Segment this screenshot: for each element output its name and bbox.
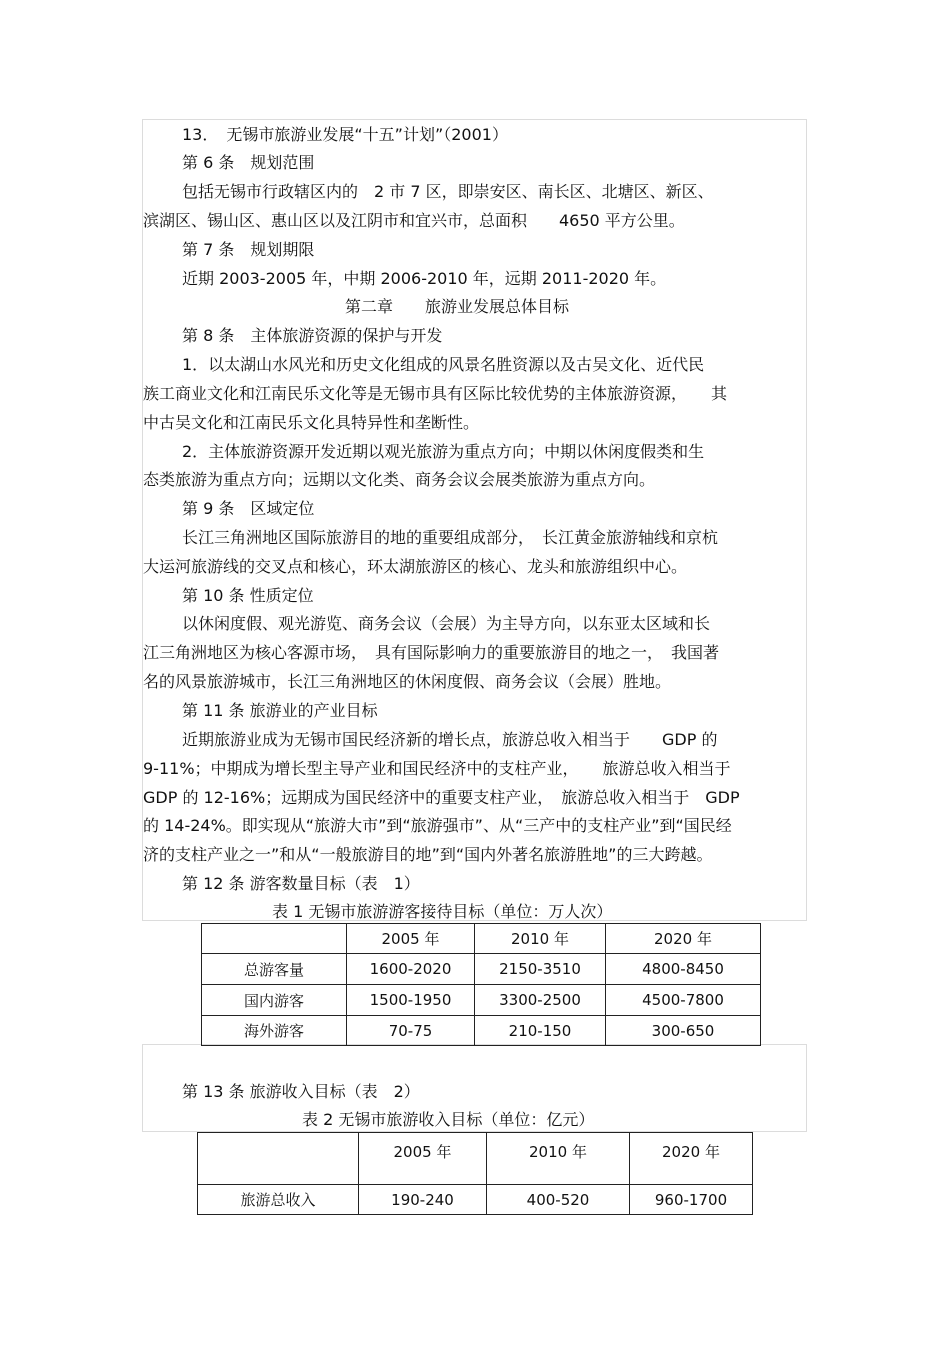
paragraph-line: 态类旅游为重点方向；远期以文化类、商务会议会展类旅游为重点方向。 <box>143 470 656 489</box>
paragraph-line: 济的支柱产业之一”和从“一般旅游目的地”到“国内外著名旅游胜地”的三大跨越。 <box>143 845 713 864</box>
article-8-heading: 第 8 条 主体旅游资源的保护与开发 <box>182 326 443 345</box>
plan-title: 13． 无锡市旅游业发展“十五”计划”（2001） <box>182 125 508 144</box>
table-row <box>202 985 761 1016</box>
table-cell: 210-150 <box>475 1016 606 1046</box>
paragraph-line: 1．以太湖山水风光和历史文化组成的风景名胜资源以及古吴文化、近代民 <box>182 355 705 374</box>
table-header-cell: 2020 年 <box>606 924 761 954</box>
paragraph-line: 长江三角洲地区国际旅游目的地的重要组成部分， 长江黄金旅游轴线和京杭 <box>182 528 719 547</box>
table-row <box>202 954 761 985</box>
table2-revenue-targets <box>197 1132 753 1215</box>
paragraph-line: 近期旅游业成为无锡市国民经济新的增长点，旅游总收入相当于 GDP 的 <box>182 730 718 749</box>
table-cell: 国内游客 <box>202 985 347 1016</box>
article-7-heading: 第 7 条 规划期限 <box>182 240 315 259</box>
paragraph-line: 族工商业文化和江南民乐文化等是无锡市具有区际比较优势的主体旅游资源， 其 <box>143 384 728 403</box>
table-cell: 总游客量 <box>202 954 347 985</box>
table-header-cell: 2005 年 <box>359 1133 487 1185</box>
table-cell: 4800-8450 <box>606 954 761 985</box>
table-cell: 2150-3510 <box>475 954 606 985</box>
paragraph-line: 以休闲度假、观光游览、商务会议（会展）为主导方向，以东亚太区域和长 <box>182 614 711 633</box>
table-cell: 960-1700 <box>630 1185 753 1215</box>
paragraph-line: 滨湖区、锡山区、惠山区以及江阴市和宜兴市，总面积 4650 平方公里。 <box>143 211 685 230</box>
paragraph-line: 9-11%；中期成为增长型主导产业和国民经济中的支柱产业， 旅游总收入相当于 <box>143 759 731 778</box>
chapter-2-heading: 第二章 旅游业发展总体目标 <box>345 297 570 316</box>
article-13-heading: 第 13 条 旅游收入目标（表 2） <box>182 1082 420 1101</box>
paragraph-line: 中古吴文化和江南民乐文化具特异性和垄断性。 <box>143 413 480 432</box>
table-cell: 3300-2500 <box>475 985 606 1016</box>
paragraph-line: 包括无锡市行政辖区内的 2 市 7 区，即崇安区、南长区、北塘区、新区、 <box>182 182 714 201</box>
article-6-heading: 第 6 条 规划范围 <box>182 153 315 172</box>
table1-caption: 表 1 无锡市旅游游客接待目标（单位：万人次） <box>272 902 613 921</box>
table-header-cell: 2010 年 <box>475 924 606 954</box>
table1-tourist-targets <box>201 923 761 1046</box>
table-cell: 4500-7800 <box>606 985 761 1016</box>
table2-caption: 表 2 无锡市旅游收入目标（单位：亿元） <box>302 1110 595 1129</box>
article-9-heading: 第 9 条 区域定位 <box>182 499 315 518</box>
table-cell: 1500-1950 <box>347 985 475 1016</box>
paragraph-line: 近期 2003-2005 年，中期 2006-2010 年，远期 2011-2020 年。 <box>182 269 667 288</box>
table-cell: 70-75 <box>347 1016 475 1046</box>
paragraph-line: 2．主体旅游资源开发近期以观光旅游为重点方向；中期以休闲度假类和生 <box>182 442 705 461</box>
table-header-cell: 2005 年 <box>347 924 475 954</box>
table-cell: 旅游总收入 <box>198 1185 359 1215</box>
table-header-cell: 2010 年 <box>487 1133 630 1185</box>
table-header-row <box>198 1133 753 1185</box>
table-header-cell <box>202 924 347 954</box>
table-cell: 300-650 <box>606 1016 761 1046</box>
table-header-cell <box>198 1133 359 1185</box>
paragraph-line: GDP 的 12-16%；远期成为国民经济中的重要支柱产业， 旅游总收入相当于 GDP <box>143 788 740 807</box>
table-cell: 海外游客 <box>202 1016 347 1046</box>
paragraph-line: 的 14-24%。即实现从“旅游大市”到“旅游强市”、从“三产中的支柱产业”到“国民经 <box>143 816 732 835</box>
table-row <box>202 1016 761 1046</box>
table-header-row <box>202 924 761 954</box>
article-10-heading: 第 10 条 性质定位 <box>182 586 314 605</box>
table-header-cell: 2020 年 <box>630 1133 753 1185</box>
paragraph-line: 名的风景旅游城市，长江三角洲地区的休闲度假、商务会议（会展）胜地。 <box>143 672 672 691</box>
table-cell: 400-520 <box>487 1185 630 1215</box>
paragraph-line: 江三角洲地区为核心客源市场， 具有国际影响力的重要旅游目的地之一， 我国著 <box>143 643 720 662</box>
paragraph-line: 大运河旅游线的交叉点和核心，环太湖旅游区的核心、龙头和旅游组织中心。 <box>143 557 688 576</box>
table-row <box>198 1185 753 1215</box>
article-12-heading: 第 12 条 游客数量目标（表 1） <box>182 874 420 893</box>
article-11-heading: 第 11 条 旅游业的产业目标 <box>182 701 378 720</box>
table-cell: 190-240 <box>359 1185 487 1215</box>
table-cell: 1600-2020 <box>347 954 475 985</box>
